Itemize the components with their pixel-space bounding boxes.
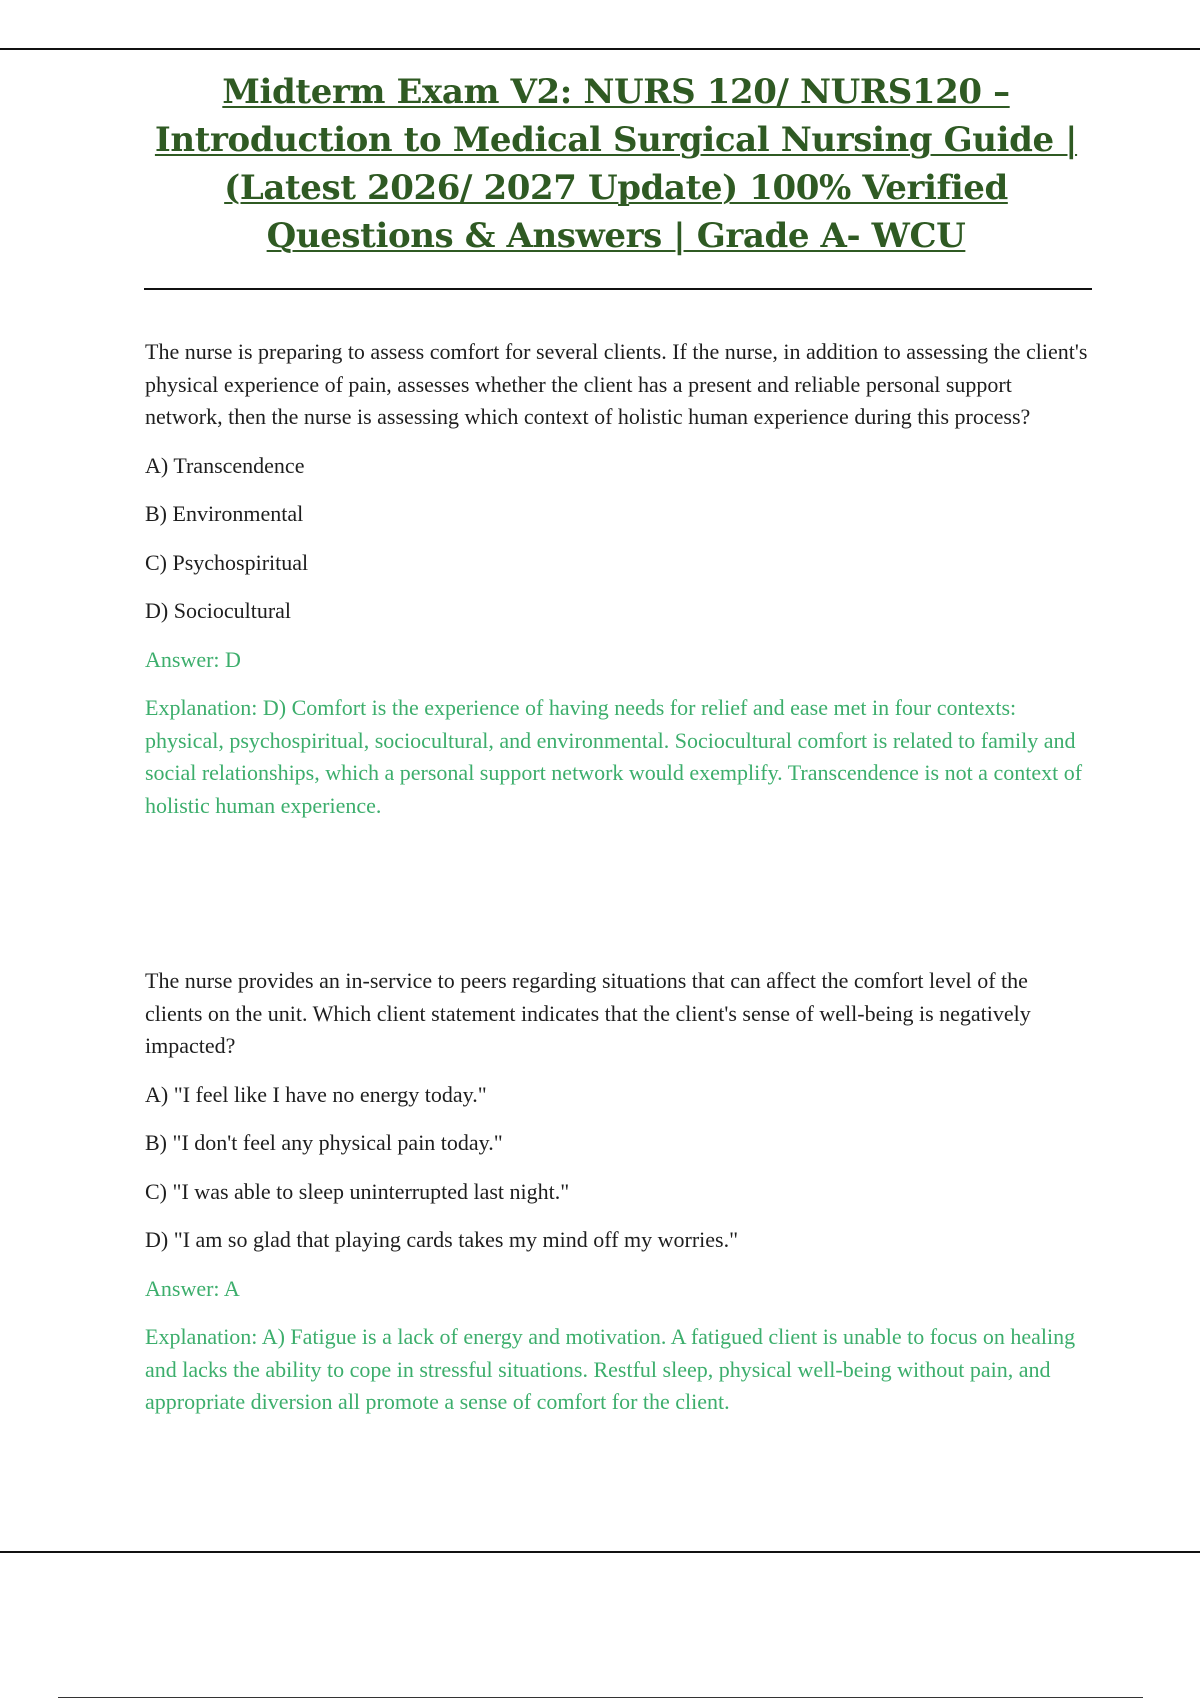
question-1-option-a: A) Transcendence <box>145 452 305 478</box>
question-2-option-b: B) "I don't feel any physical pain today." <box>145 1130 503 1155</box>
question-1-stem: The nurse is preparing to assess comfort for several clients. If the nurse, in addition to assessing the client's physical experience of pain, assesses whether the client has a present and reliable personal support network, then the nurse is assessing which context of holistic human experience during this process? <box>145 339 1088 429</box>
question-1 <box>145 336 1090 822</box>
title-divider <box>144 288 1092 290</box>
question-1-option-b: B) Environmental <box>145 501 304 526</box>
question-1-option-c: C) Psychospiritual <box>145 549 309 575</box>
question-2-option-a: A) "I feel like I have no energy today." <box>145 1081 487 1107</box>
footer-divider <box>58 1697 1143 1698</box>
question-2-explanation: Explanation: A) Fatigue is a lack of energy and motivation. A fatigued client is unable to focus on healing and lacks the ability to cope in stressful situations. Restful sleep, physical well-being without pain, and appropriate diversion all promote a sense of comfort for the client. <box>145 1324 1076 1414</box>
question-1-answer: Answer: D <box>145 646 241 672</box>
question-2-answer: Answer: A <box>145 1275 240 1301</box>
question-1-explanation: Explanation: D) Comfort is the experience of having needs for relief and ease met in four contexts: physical, psychospiritual, sociocultural, and environmental. Sociocultural comfort is related to family and social relationships, which a personal support network would exemplify. Transcendence is not a context of holistic human experience. <box>145 695 1083 818</box>
question-2-option-c: C) "I was able to sleep uninterrupted last night." <box>145 1178 570 1204</box>
top-divider <box>0 48 1200 50</box>
question-2-stem: The nurse provides an in-service to peers regarding situations that can affect the comfort level of the clients on the unit. Which client statement indicates that the client's sense of well-being is negatively impacted? <box>145 968 1031 1058</box>
bottom-divider <box>0 1551 1200 1553</box>
document-title: Midterm Exam V2: NURS 120/ NURS120 – Introduction to Medical Surgical Nursing Guide | (Latest 2026/ 2027 Update) 100% Verified Questions & Answers | Grade A- WCU <box>154 72 1078 256</box>
question-2 <box>145 965 1090 1419</box>
question-2-option-d: D) "I am so glad that playing cards takes my mind off my worries." <box>145 1227 739 1252</box>
question-1-option-d: D) Sociocultural <box>145 598 292 623</box>
